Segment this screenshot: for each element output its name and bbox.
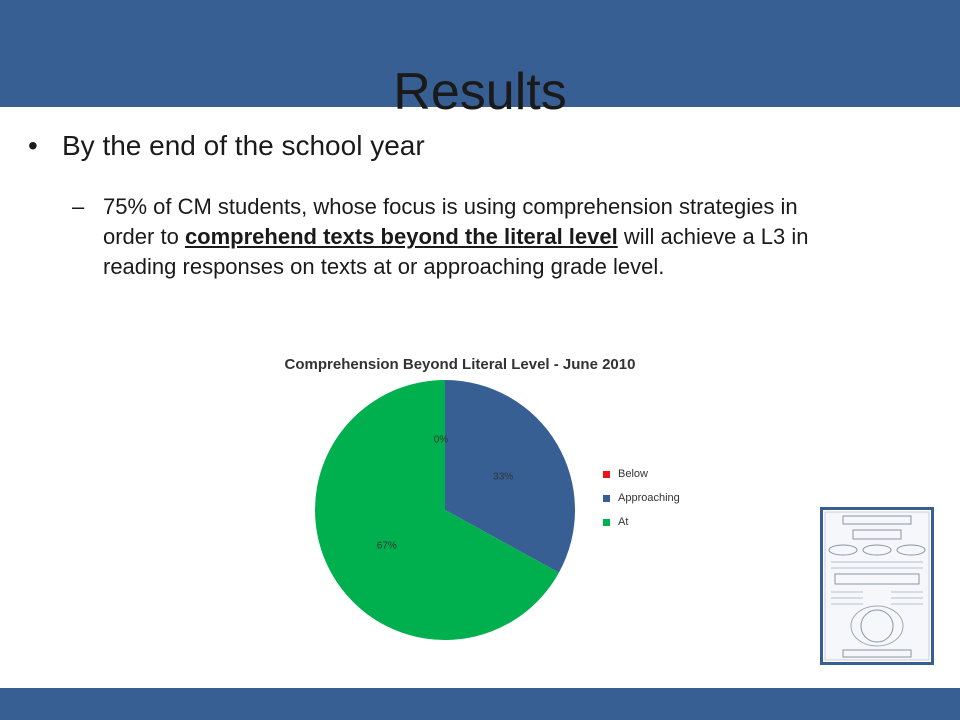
sub-text-emphasis: comprehend texts beyond the literal level [184, 224, 618, 249]
legend-item-below [603, 462, 680, 486]
legend-label-below: Below [618, 468, 648, 480]
legend-label-at: At [618, 516, 629, 528]
sub-text-after: will achieve a L3 in reading responses on texts at or approaching grade level. [103, 224, 809, 279]
dash-marker: – [72, 194, 85, 219]
slide-title: Results [393, 63, 567, 121]
legend-swatch-approaching [603, 495, 610, 502]
bullet-item [28, 128, 425, 164]
chart-legend [603, 462, 680, 534]
sub-bullet [72, 192, 832, 282]
footer-band [0, 688, 960, 720]
bullet-text: By the end of the school year [62, 130, 425, 161]
bullet-dot-icon: • [28, 130, 38, 161]
data-label-approaching: 33% [493, 471, 514, 483]
legend-swatch-below [603, 471, 610, 478]
chart-title: Comprehension Beyond Literal Level - June 2010 [284, 356, 636, 373]
framework-diagram-image [823, 510, 931, 662]
legend-label-approaching: Approaching [618, 492, 680, 504]
sub-text-before: 75% of CM students, whose focus is using comprehension strategies in order to [103, 194, 798, 249]
legend-item-at [603, 510, 680, 534]
legend-item-approaching [603, 486, 680, 510]
framework-thumbnail [820, 507, 934, 665]
data-label-at: 67% [376, 540, 397, 552]
legend-swatch-at [603, 519, 610, 526]
pie-chart [300, 375, 590, 645]
data-label-below: 0% [433, 434, 449, 446]
